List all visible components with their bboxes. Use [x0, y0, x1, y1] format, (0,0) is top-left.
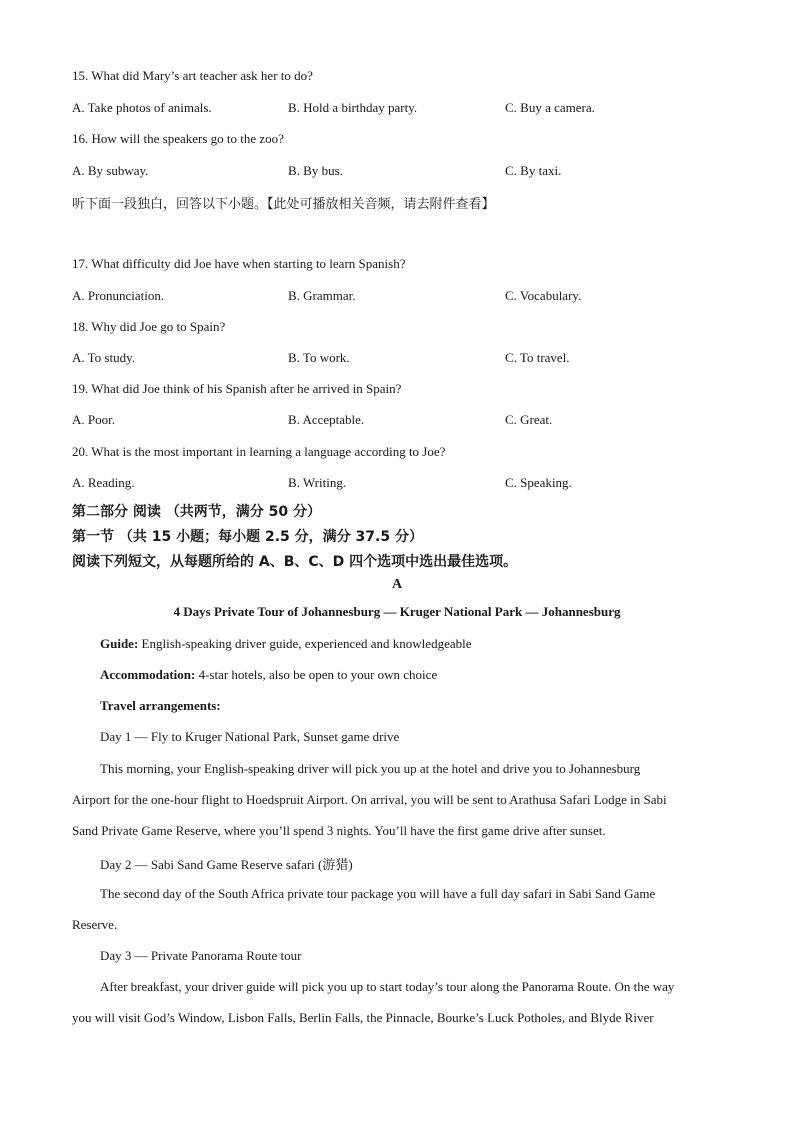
day-2-title: Day 2 — Sabi Sand Game Reserve safari (游猎) [100, 857, 353, 872]
question-19-option-c: C. Great. [505, 412, 553, 427]
question-19-option-a: A. Poor. [72, 412, 115, 427]
part-two-heading: 第二部分 阅读 （共两节，满分 50 分） [72, 504, 321, 520]
question-16-option-b: B. By bus. [288, 163, 343, 178]
question-15-option-c: C. Buy a camera. [505, 100, 595, 115]
question-20-stem: 20. What is the most important in learning a language according to Joe? [72, 444, 446, 459]
question-15-option-b: B. Hold a birthday party. [288, 100, 418, 115]
accommodation-label: Accommodation: [100, 667, 196, 682]
section-one-heading: 第一节 （共 15 小题；每小题 2.5 分，满分 37.5 分） [72, 529, 423, 545]
guide-line [100, 636, 472, 652]
question-17-option-b: B. Grammar. [288, 288, 356, 303]
question-18-option-b: B. To work. [288, 350, 350, 365]
day-3-paragraph-line: you will visit God’s Window, Lisbon Falls, Berlin Falls, the Pinnacle, Bourke’s Luck Potholes, and Blyde River [72, 1010, 654, 1025]
question-17-option-c: C. Vocabulary. [505, 288, 582, 303]
question-16-stem: 16. How will the speakers go to the zoo? [72, 131, 284, 146]
day-3-paragraph-line: After breakfast, your driver guide will pick you up to start today’s tour along the Panorama Route. On the way [100, 979, 675, 994]
day-1-title: Day 1 — Fly to Kruger National Park, Sunset game drive [100, 729, 400, 744]
question-17-option-a: A. Pronunciation. [72, 288, 165, 303]
question-15-option-a: A. Take photos of animals. [72, 100, 212, 115]
accommodation-text: 4-star hotels, also be open to your own choice [195, 667, 438, 682]
question-19-option-b: B. Acceptable. [288, 412, 365, 427]
question-18-option-c: C. To travel. [505, 350, 570, 365]
passage-title: 4 Days Private Tour of Johannesburg — Kruger National Park — Johannesburg [173, 604, 621, 619]
travel-arrangements-label: Travel arrangements: [100, 698, 221, 713]
question-20-option-b: B. Writing. [288, 475, 347, 490]
question-18-stem: 18. Why did Joe go to Spain? [72, 319, 226, 334]
day-1-paragraph-line: Airport for the one-hour flight to Hoedspruit Airport. On arrival, you will be sent to Arathusa Safari Lodge in Sabi [72, 792, 667, 807]
question-18-option-a: A. To study. [72, 350, 136, 365]
monologue-instruction: 听下面一段独白，回答以下小题。【此处可播放相关音频，请去附件查看】 [72, 197, 495, 212]
day-2-paragraph-line: Reserve. [72, 917, 118, 932]
day-2-paragraph-line: The second day of the South Africa private tour package you will have a full day safari in Sabi Sand Game [100, 886, 656, 901]
day-1-paragraph-line: Sand Private Game Reserve, where you’ll spend 3 nights. You’ll have the first game drive after sunset. [72, 823, 606, 838]
guide-label: Guide: [100, 636, 139, 651]
passage-letter: A [391, 577, 403, 592]
question-17-stem: 17. What difficulty did Joe have when starting to learn Spanish? [72, 256, 406, 271]
question-16-option-c: C. By taxi. [505, 163, 562, 178]
guide-text: English-speaking driver guide, experienced and knowledgeable [138, 636, 472, 651]
day-3-title: Day 3 — Private Panorama Route tour [100, 948, 302, 963]
reading-instruction: 阅读下列短文，从每题所给的 A、B、C、D 四个选项中选出最佳选项。 [72, 554, 518, 570]
question-20-option-c: C. Speaking. [505, 475, 572, 490]
question-16-option-a: A. By subway. [72, 163, 149, 178]
day-1-paragraph-line: This morning, your English-speaking driver will pick you up at the hotel and drive you to Johannesburg [100, 761, 641, 776]
accommodation-line [100, 667, 437, 683]
question-20-option-a: A. Reading. [72, 475, 135, 490]
question-15-stem: 15. What did Mary’s art teacher ask her to do? [72, 68, 313, 83]
question-19-stem: 19. What did Joe think of his Spanish after he arrived in Spain? [72, 381, 402, 396]
